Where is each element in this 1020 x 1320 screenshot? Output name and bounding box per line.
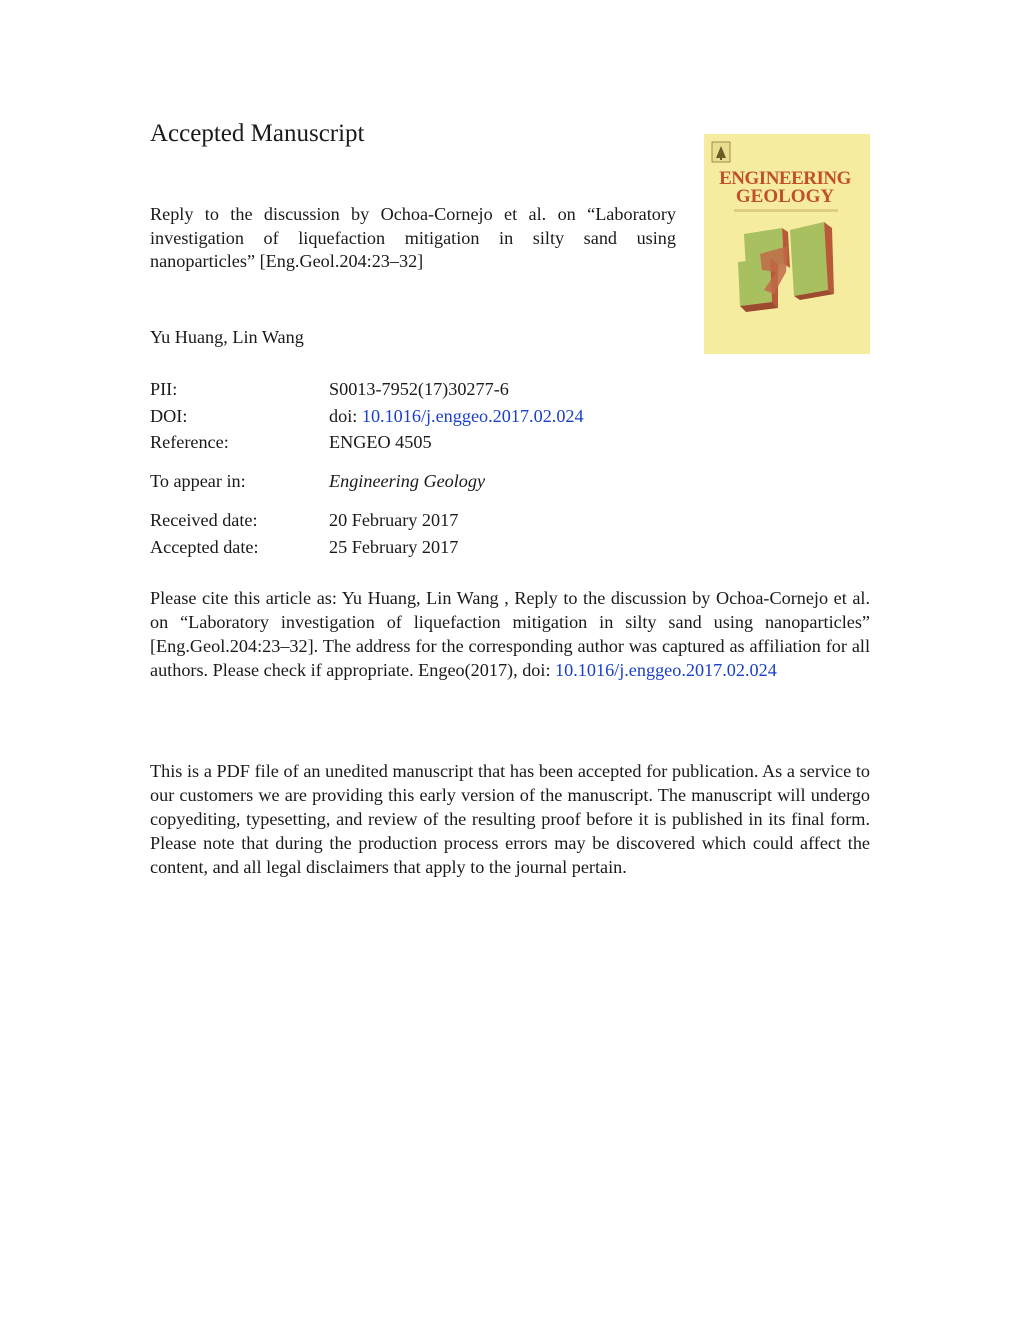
citation-doi-link[interactable]: 10.1016/j.enggeo.2017.02.024 xyxy=(555,660,777,680)
page-heading: Accepted Manuscript xyxy=(150,120,365,147)
article-title: Reply to the discussion by Ochoa-Cornejo et al. on “Laboratory investigation of liquefaction mitigation in silty sand using nanoparticles” [Eng.Geol.204:23–32] xyxy=(150,204,676,271)
doi-label: DOI: xyxy=(150,406,188,426)
journal-name: Engineering Geology xyxy=(329,471,486,491)
pii-label: PII: xyxy=(150,379,178,399)
cover-subtitle-bar xyxy=(734,209,838,212)
accepted-date-label: Accepted date: xyxy=(150,537,259,557)
elsevier-logo-icon xyxy=(712,142,730,162)
disclaimer-paragraph: This is a PDF file of an unedited manuscript that has been accepted for publication. As a service to our customers we are providing this early version of the manuscript. The manuscript will undergo copyediting, typesetting, and review of the resulting proof before it is published in its final form. Please note that during the production process errors may be discovered which could affect the content, and all legal disclaimers that apply to the journal pertain. xyxy=(150,761,870,877)
cover-title-line2: GEOLOGY xyxy=(735,186,835,207)
journal-cover xyxy=(704,134,870,354)
citation-text: Please cite this article as: Yu Huang, Lin Wang , Reply to the discussion by Ochoa-Cornejo et al. on “Laboratory investigation of liquefaction mitigation in silty sand using nanoparticles” [Eng.Geol.204:23–32]. The address for the corresponding author was captured as affiliation for all authors. Please check if appropriate. Engeo(2017), doi: xyxy=(150,588,870,680)
cover-title-line1: ENGINEERING xyxy=(719,168,851,189)
reference-value: ENGEO 4505 xyxy=(329,432,432,452)
article-authors: Yu Huang, Lin Wang xyxy=(150,327,304,347)
received-date-value: 20 February 2017 xyxy=(329,510,459,530)
citation-paragraph xyxy=(150,586,870,682)
doi-prefix: doi: xyxy=(329,406,358,426)
doi-link[interactable]: 10.1016/j.enggeo.2017.02.024 xyxy=(361,406,584,426)
received-date-label: Received date: xyxy=(150,510,258,530)
pii-value: S0013-7952(17)30277-6 xyxy=(329,379,509,399)
to-appear-label: To appear in: xyxy=(150,471,246,491)
doi-row xyxy=(329,404,584,428)
reference-label: Reference: xyxy=(150,432,229,452)
accepted-date-value: 25 February 2017 xyxy=(329,537,459,557)
